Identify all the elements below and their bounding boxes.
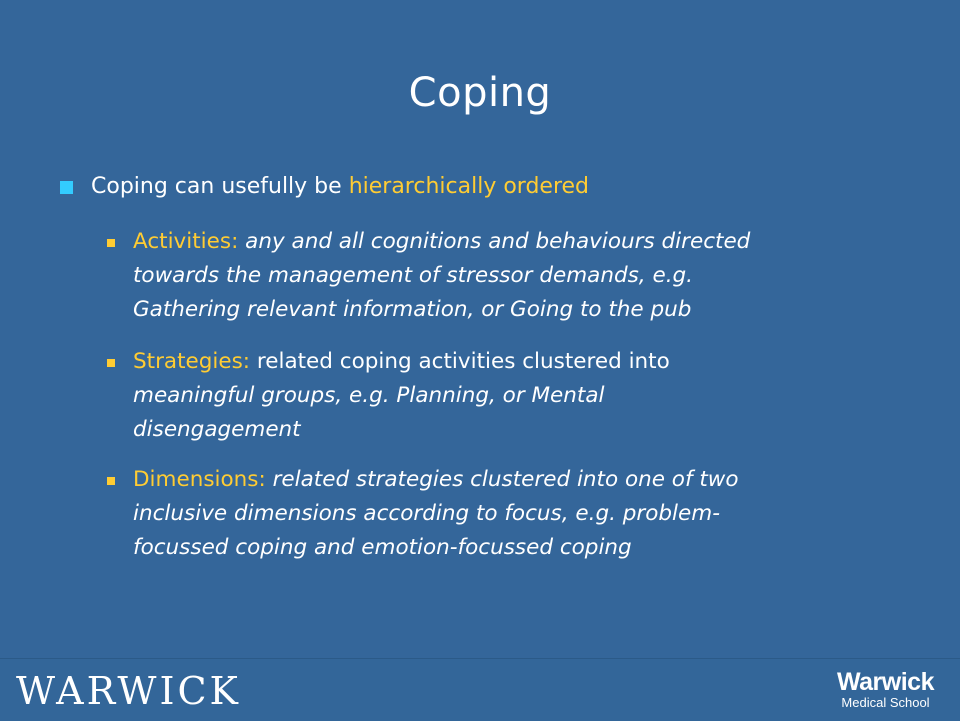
term-dimensions: Dimensions:: [133, 467, 266, 492]
term-activities: Activities:: [133, 229, 239, 254]
bullet-level1: [60, 170, 920, 204]
footer-bar: [0, 658, 960, 721]
square-bullet-icon: [107, 359, 115, 367]
bullet-level1-text: Coping can usefully be hierarchically ordered: [91, 174, 590, 199]
square-bullet-icon: [107, 477, 115, 485]
square-bullet-icon: [107, 239, 115, 247]
warwick-logo: WARWICK: [16, 669, 241, 713]
square-bullet-icon: [60, 181, 73, 194]
slide-title: Coping: [408, 70, 552, 116]
warwick-medical-school-logo: Warwick Medical School: [836, 668, 934, 710]
sub-bullet-activities: Activities: any and all cognitions and behaviours directed towards the management of stressor demands, e.g. Gathering relevant information, or Going to the pub: [107, 225, 907, 327]
highlight-text: hierarchically ordered: [348, 174, 590, 199]
sub-bullet-strategies: Strategies: related coping activities clustered into meaningful groups, e.g. Planning, or Mental disengagement: [107, 345, 907, 447]
sub-bullet-dimensions: Dimensions: related strategies clustered into one of two inclusive dimensions according to focus, e.g. problem- focussed coping and emotion-focussed coping: [107, 463, 907, 565]
term-strategies: Strategies:: [133, 349, 251, 374]
